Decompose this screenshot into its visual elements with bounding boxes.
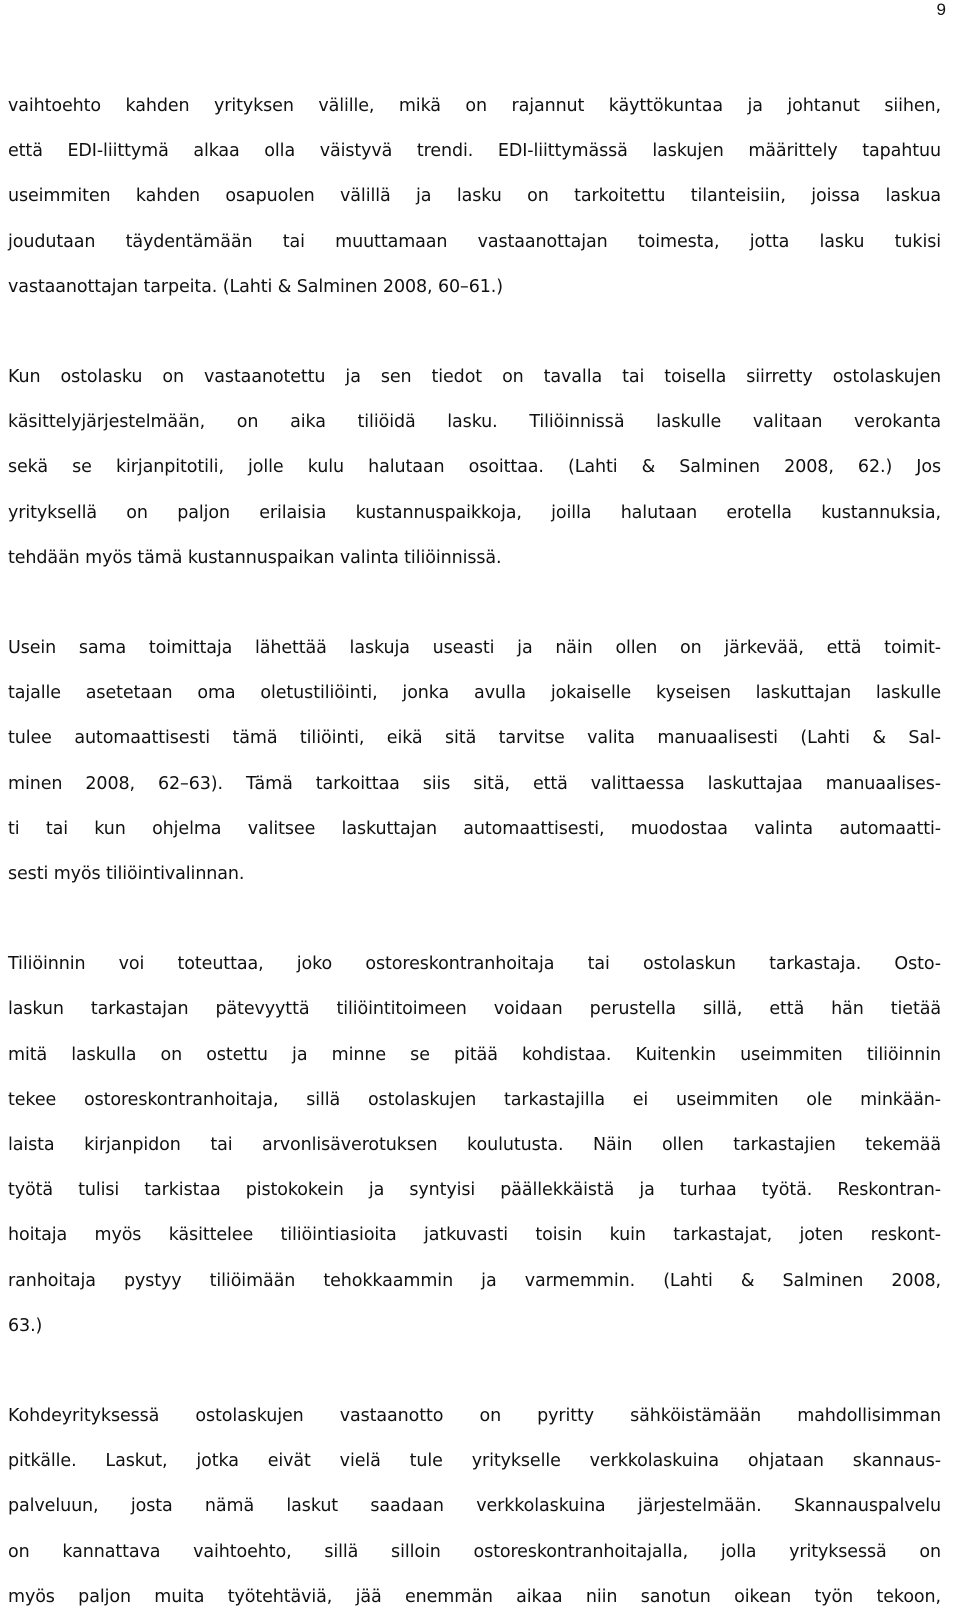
paragraph-5: [8, 1394, 941, 1620]
text-line: ti tai kun ohjelma valitsee laskuttajan automaattisesti, muodostaa valinta automaatti-: [8, 818, 941, 839]
page-number: 9: [936, 0, 946, 19]
text-line: sekä se kirjanpitotili, jolle kulu halutaan osoittaa. (Lahti & Salminen 2008, 62.) Jos: [8, 457, 941, 478]
text-line: mitä laskulla on ostettu ja minne se pitää kohdistaa. Kuitenkin useimmiten tiliöinnin: [8, 1044, 941, 1065]
text-line: Kohdeyrityksessä ostolaskujen vastaanotto on pyritty sähköistämään mahdollisimman: [8, 1406, 941, 1427]
paragraph-2: [8, 355, 941, 581]
text-line: hoitaja myös käsittelee tiliöintiasioita jatkuvasti toisin kuin tarkastajat, joten reskont-: [8, 1225, 941, 1246]
paragraph-spacer: [8, 897, 941, 942]
paragraph-3: [8, 626, 941, 897]
text-line: on kannattava vaihtoehto, sillä silloin ostoreskontranhoitajalla, jolla yrityksessä on: [8, 1541, 941, 1562]
text-line: palveluun, josta nämä laskut saadaan verkkolaskuina järjestelmään. Skannauspalvelu: [8, 1496, 941, 1517]
paragraph-spacer: [8, 310, 941, 355]
text-line: minen 2008, 62–63). Tämä tarkoittaa siis sitä, että valittaessa laskuttajaa manuaalises-: [8, 773, 941, 794]
text-line: että EDI-liittymä alkaa olla väistyvä trendi. EDI-liittymässä laskujen määrittely tapahtuu: [8, 141, 941, 162]
text-line: ranhoitaja pystyy tiliöimään tehokkaammin ja varmemmin. (Lahti & Salminen 2008,: [8, 1270, 941, 1291]
text-line: tulee automaattisesti tämä tiliöinti, eikä sitä tarvitse valita manuaalisesti (Lahti & Sal-: [8, 728, 941, 749]
text-line: vaihtoehto kahden yrityksen välille, mikä on rajannut käyttökuntaa ja johtanut siihen,: [8, 96, 941, 116]
text-line: pitkälle. Laskut, jotka eivät vielä tule yritykselle verkkolaskuina ohjataan skannaus-: [8, 1451, 941, 1472]
paragraph-spacer: [8, 1349, 941, 1394]
text-line: useimmiten kahden osapuolen välillä ja lasku on tarkoitettu tilanteisiin, joissa laskua: [8, 186, 941, 207]
text-line: Tiliöinnin voi toteuttaa, joko ostoreskontranhoitaja tai ostolaskun tarkastaja. Osto-: [8, 954, 941, 975]
paragraph-4: [8, 942, 941, 1349]
text-line: joudutaan täydentämään tai muuttamaan vastaanottajan toimesta, jotta lasku tukisi: [8, 231, 941, 252]
paragraph-spacer: [8, 581, 941, 626]
text-line: 63.): [8, 1315, 43, 1336]
text-line: tajalle asetetaan oma oletustiliöinti, jonka avulla jokaiselle kyseisen laskuttajan laskulle: [8, 683, 941, 704]
text-line: laista kirjanpidon tai arvonlisäverotuksen koulutusta. Näin ollen tarkastajien tekemää: [8, 1135, 941, 1156]
text-line: yrityksellä on paljon erilaisia kustannuspaikkoja, joilla halutaan erotella kustannuksia,: [8, 502, 941, 523]
text-line: myös paljon muita työtehtäviä, jää enemmän aikaa niin sanotun oikean työn tekoon,: [8, 1586, 941, 1607]
text-line: vastaanottajan tarpeita. (Lahti & Salminen 2008, 60–61.): [8, 276, 503, 297]
text-line: Kun ostolasku on vastaanotettu ja sen tiedot on tavalla tai toisella siirretty ostolaskujen: [8, 367, 941, 388]
text-line: käsittelyjärjestelmään, on aika tiliöidä lasku. Tiliöinnissä laskulle valitaan verokanta: [8, 412, 941, 433]
text-line: Usein sama toimittaja lähettää laskuja useasti ja näin ollen on järkevää, että toimit-: [8, 638, 941, 659]
document-body: [8, 84, 941, 1620]
text-line: tehdään myös tämä kustannuspaikan valinta tiliöinnissä.: [8, 547, 502, 568]
text-line: tekee ostoreskontranhoitaja, sillä ostolaskujen tarkastajilla ei useimmiten ole minkään-: [8, 1089, 941, 1110]
paragraph-1: [8, 84, 941, 310]
text-line: työtä tulisi tarkistaa pistokokein ja syntyisi päällekkäistä ja turhaa työtä. Reskontran-: [8, 1180, 941, 1201]
text-line: laskun tarkastajan pätevyyttä tiliöintitoimeen voidaan perustella sillä, että hän tietää: [8, 999, 941, 1020]
text-line: sesti myös tiliöintivalinnan.: [8, 864, 245, 885]
